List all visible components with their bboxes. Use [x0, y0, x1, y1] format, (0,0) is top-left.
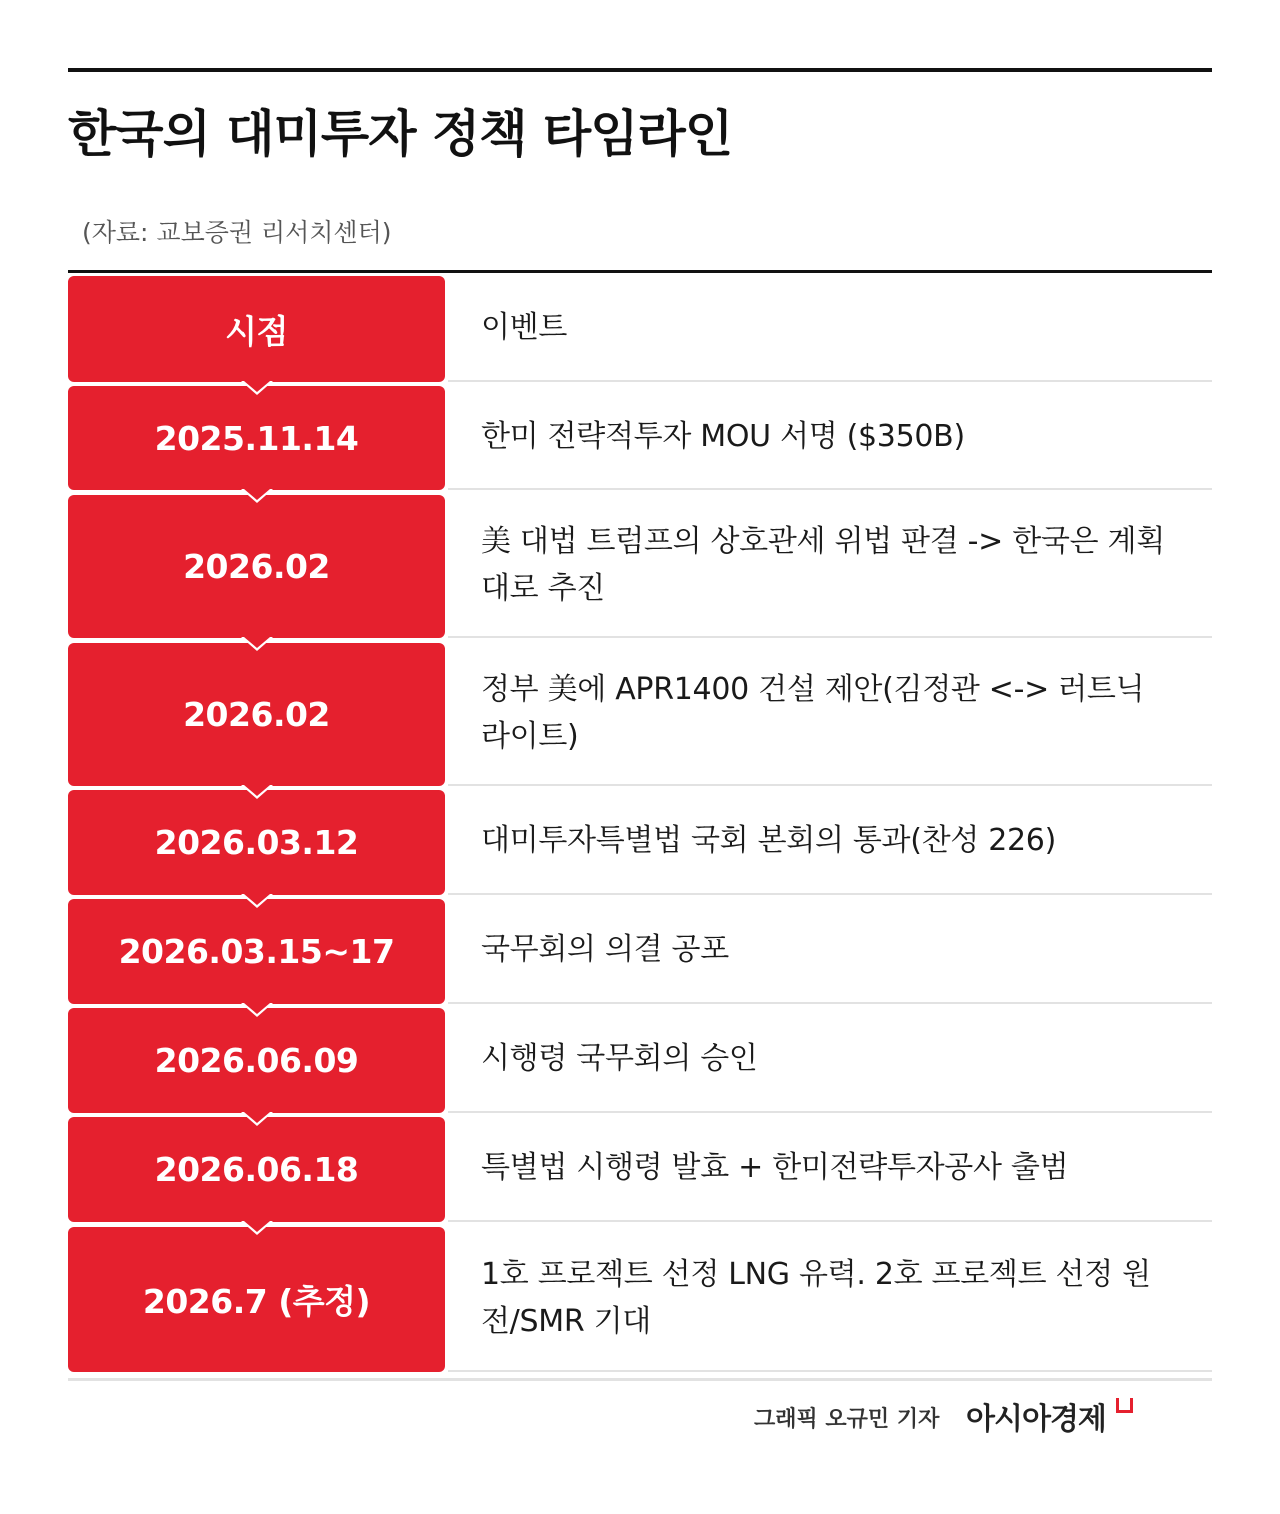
date-cell: 2025.11.14 [68, 386, 445, 490]
down-arrow-icon-fill [244, 1003, 270, 1014]
graphic-credit: 그래픽 오규민 기자 [754, 1407, 940, 1432]
event-cell: 특별법 시행령 발효 + 한미전략투자공사 출범 [448, 1117, 1212, 1222]
table-row [68, 1227, 1212, 1372]
down-arrow-icon-fill [244, 489, 270, 500]
date-cell: 2026.06.09 [68, 1008, 445, 1113]
date-cell: 2026.02 [68, 643, 445, 786]
down-arrow-icon-fill [244, 785, 270, 796]
event-cell: 대미투자특별법 국회 본회의 통과(찬성 226) [448, 790, 1212, 895]
page-title: 한국의 대미투자 정책 타임라인 [68, 105, 733, 163]
date-cell: 2026.06.18 [68, 1117, 445, 1222]
table-header-row [68, 276, 1212, 382]
date-cell: 2026.7 (추정) [68, 1227, 445, 1372]
down-arrow-icon-fill [244, 894, 270, 905]
down-arrow-icon-fill [244, 1112, 270, 1123]
top-rule [68, 68, 1212, 72]
table-row [68, 899, 1212, 1004]
source-note: (자료: 교보증권 리서치센터) [82, 218, 392, 247]
brand-logo: 아시아경제 [966, 1402, 1106, 1437]
table-row [68, 1008, 1212, 1113]
event-cell: 美 대법 트럼프의 상호관세 위법 판결 -> 한국은 계획대로 추진 [448, 495, 1212, 638]
event-cell: 한미 전략적투자 MOU 서명 ($350B) [448, 386, 1212, 490]
date-cell: 2026.03.12 [68, 790, 445, 895]
header-date-cell: 시점 [68, 276, 445, 382]
brand-mark-icon [1116, 1398, 1133, 1413]
down-arrow-icon-fill [244, 381, 270, 392]
event-cell: 국무회의 의결 공포 [448, 899, 1212, 1004]
bottom-rule [68, 1378, 1212, 1381]
table-row [68, 386, 1212, 490]
event-cell: 시행령 국무회의 승인 [448, 1008, 1212, 1113]
down-arrow-icon-fill [244, 1221, 270, 1232]
table-row [68, 790, 1212, 895]
date-cell: 2026.03.15~17 [68, 899, 445, 1004]
event-cell: 정부 美에 APR1400 건설 제안(김정관 <-> 러트닉 라이트) [448, 643, 1212, 786]
table-row [68, 1117, 1212, 1222]
table-row [68, 643, 1212, 786]
event-cell: 1호 프로젝트 선정 LNG 유력. 2호 프로젝트 선정 원전/SMR 기대 [448, 1227, 1212, 1372]
table-top-rule [68, 270, 1212, 273]
down-arrow-icon-fill [244, 637, 270, 648]
table-row [68, 495, 1212, 638]
date-cell: 2026.02 [68, 495, 445, 638]
header-event-cell: 이벤트 [448, 276, 1212, 382]
